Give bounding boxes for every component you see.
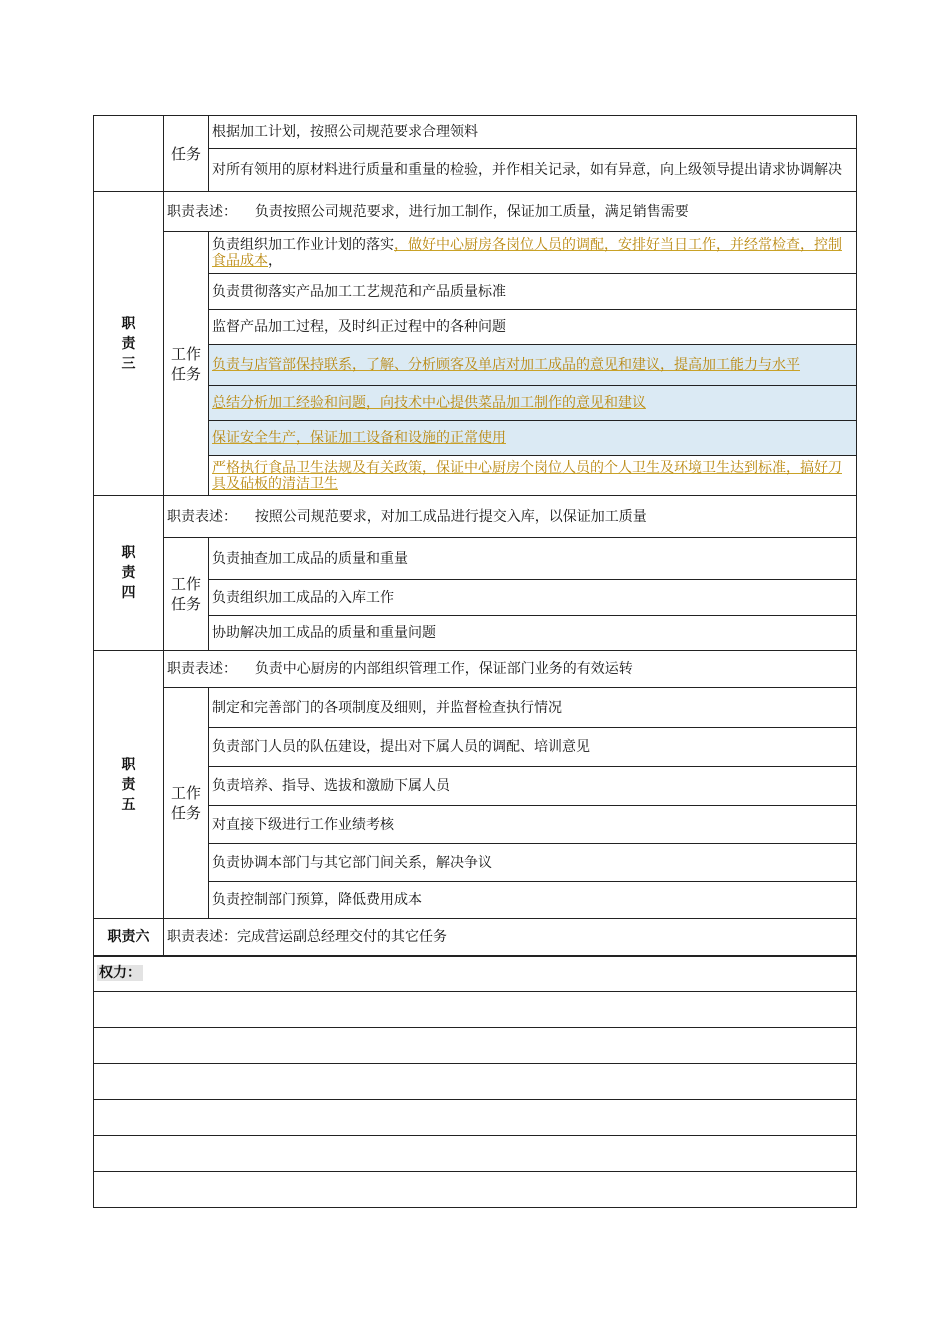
duty-three-task-label: 工作任务 <box>164 232 209 496</box>
task-item-highlight: 严格执行食品卫生法规及有关政策，保证中心厨房个岗位人员的个人卫生及环境卫生达到标准，搞好刀具及砧板的清洁卫生 <box>209 456 857 496</box>
table-row <box>94 149 857 192</box>
statement-prefix: 职责表述： <box>167 508 237 525</box>
table-row <box>94 1028 857 1064</box>
table-row <box>94 688 857 728</box>
table-row <box>94 538 857 580</box>
table-row <box>94 386 857 421</box>
table-row <box>94 456 857 496</box>
duty-five-task-label: 工作任务 <box>164 688 209 919</box>
task-item: 监督产品加工过程，及时纠正过程中的各种问题 <box>209 310 857 345</box>
duty-four-statement <box>164 496 857 538</box>
task-item: 负责部门人员的队伍建设，提出对下属人员的调配、培训意见 <box>209 728 857 767</box>
table-row <box>94 767 857 806</box>
power-heading <box>94 956 857 992</box>
power-blank-row <box>94 1136 857 1172</box>
statement-text: 按照公司规范要求，对加工成品进行提交入库，以保证加工质量 <box>254 508 647 525</box>
power-blank-row <box>94 1172 857 1208</box>
table-row <box>94 116 857 149</box>
table-row <box>94 1064 857 1100</box>
table-row <box>94 992 857 1028</box>
table-row <box>94 956 857 992</box>
task-item-highlight: 保证安全生产，保证加工设备和设施的正常使用 <box>209 421 857 456</box>
duty-four-label: 职责四 <box>94 496 164 651</box>
task-text-highlight: ，做好中心厨房各岗位人员的调配，安排好当日工作，并经常检查，控制食品成本 <box>212 236 842 269</box>
duty-six-statement: 职责表述：完成营运副总经理交付的其它任务 <box>164 919 857 956</box>
table-row <box>94 806 857 844</box>
table-row <box>94 345 857 386</box>
duty-five-statement <box>164 651 857 688</box>
table-row <box>94 919 857 956</box>
duties-table <box>93 115 857 1208</box>
table-row <box>94 616 857 651</box>
table-row <box>94 580 857 616</box>
duty-three-label: 职责三 <box>94 192 164 496</box>
task-item: 制定和完善部门的各项制度及细则，并监督检查执行情况 <box>209 688 857 728</box>
task-item: 负责抽查加工成品的质量和重量 <box>209 538 857 580</box>
table-row <box>94 310 857 345</box>
power-blank-row <box>94 1028 857 1064</box>
task-item: 负责控制部门预算，降低费用成本 <box>209 882 857 919</box>
statement-text: 负责按照公司规范要求，进行加工制作，保证加工质量，满足销售需要 <box>254 203 689 220</box>
power-blank-row <box>94 1064 857 1100</box>
power-blank-row <box>94 1100 857 1136</box>
task-item: 负责贯彻落实产品加工工艺规范和产品质量标准 <box>209 274 857 310</box>
table-row <box>94 274 857 310</box>
table-row <box>94 728 857 767</box>
duty-label-cell-empty <box>94 116 164 192</box>
duty-four-task-label: 工作任务 <box>164 538 209 651</box>
table-row <box>94 496 857 538</box>
task-item: 负责组织加工成品的入库工作 <box>209 580 857 616</box>
task-label: 任务 <box>164 116 209 192</box>
task-text: 负责组织加工作业计划的落实 <box>212 236 394 253</box>
table-row <box>94 192 857 232</box>
task-item <box>209 232 857 274</box>
statement-prefix: 职责表述： <box>167 661 237 677</box>
task-item: 对所有领用的原材料进行质量和重量的检验，并作相关记录，如有异意，向上级领导提出请求协调解决 <box>209 149 857 192</box>
table-row <box>94 421 857 456</box>
table-row <box>94 232 857 274</box>
table-row <box>94 1100 857 1136</box>
task-item-highlight: 总结分析加工经验和问题，向技术中心提供菜品加工制作的意见和建议 <box>209 386 857 421</box>
task-item: 根据加工计划，按照公司规范要求合理领料 <box>209 116 857 149</box>
duty-three-statement <box>164 192 857 232</box>
duty-five-label: 职责五 <box>94 651 164 919</box>
power-label: 权力： <box>99 964 141 981</box>
task-text-end: ， <box>268 252 282 269</box>
power-blank-row <box>94 992 857 1028</box>
task-item-highlight: 负责与店管部保持联系，了解、分析顾客及单店对加工成品的意见和建议，提高加工能力与水平 <box>209 345 857 386</box>
table-row <box>94 1136 857 1172</box>
statement-text: 负责中心厨房的内部组织管理工作，保证部门业务的有效运转 <box>254 661 633 677</box>
table-row <box>94 1172 857 1208</box>
table-row <box>94 844 857 882</box>
duty-six-label: 职责六 <box>94 919 164 956</box>
task-item: 负责培养、指导、选拔和激励下属人员 <box>209 767 857 806</box>
table-row <box>94 651 857 688</box>
job-description-sheet <box>93 115 857 1208</box>
task-item: 对直接下级进行工作业绩考核 <box>209 806 857 844</box>
task-item: 协助解决加工成品的质量和重量问题 <box>209 616 857 651</box>
statement-prefix: 职责表述： <box>167 203 237 220</box>
task-item: 负责协调本部门与其它部门间关系，解决争议 <box>209 844 857 882</box>
table-row <box>94 882 857 919</box>
